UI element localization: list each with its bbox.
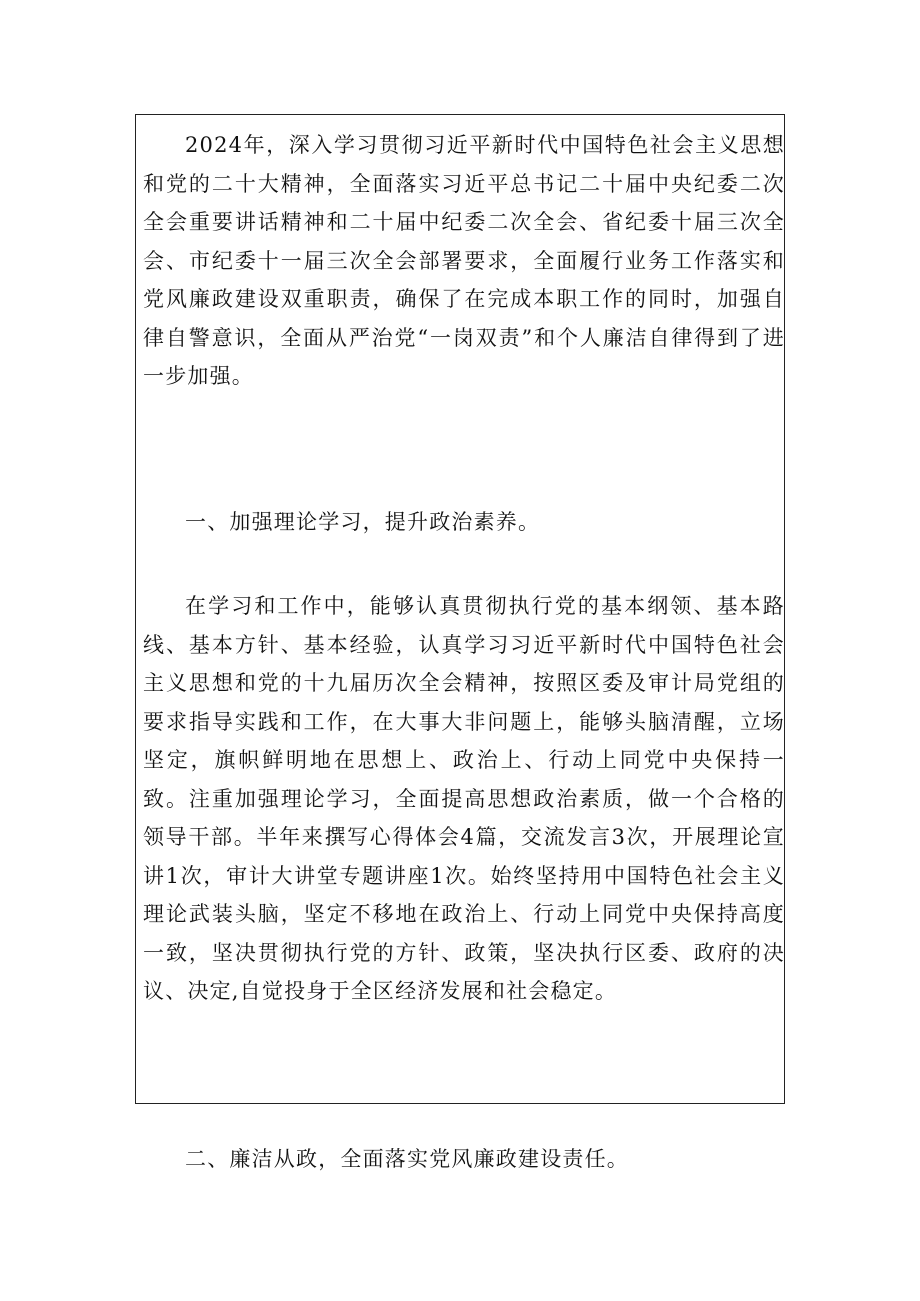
section-1-paragraph: 在学习和工作中，能够认真贯彻执行党的基本纲领、基本路线、基本方针、基本经验，认真学习习近平新时代中国特色社会主义思想和党的十九届历次全会精神，按照区委及审计局党组的要求指导实践和工作，在大事大非问题上，能够头脑清醒，立场坚定，旗帜鲜明地在思想上、政治上、行动上同党中央保持一致。注重加强理论学习，全面提高思想政治素质，做一个合格的领导干部。半年来撰写心得体会4篇，交流发言3次，开展理论宣讲1次，审计大讲堂专题讲座1次。始终坚持用中国特色社会主义理论武装头脑，坚定不移地在政治上、行动上同党中央保持高度一致，坚决贯彻执行党的方针、政策，坚决执行区委、政府的决议、决定,自觉投身于全区经济发展和社会稳定。	[143, 594, 785, 1003]
section-heading-2: 二、廉洁从政，全面落实党风廉政建设责任。	[185, 1147, 629, 1171]
intro-paragraph: 2024年，深入学习贯彻习近平新时代中国特色社会主义思想和党的二十大精神，全面落实习近平总书记二十届中央纪委二次全会重要讲话精神和二十届中纪委二次全会、省纪委十届三次全会、市纪委十一届三次全会部署要求，全面履行业务工作落实和党风廉政建设双重职责，确保了在完成本职工作的同时，加强自律自警意识，全面从严治党“一岗双责”和个人廉洁自律得到了进一步加强。	[143, 133, 785, 388]
section-heading-1: 一、加强理论学习，提升政治素养。	[185, 510, 541, 534]
